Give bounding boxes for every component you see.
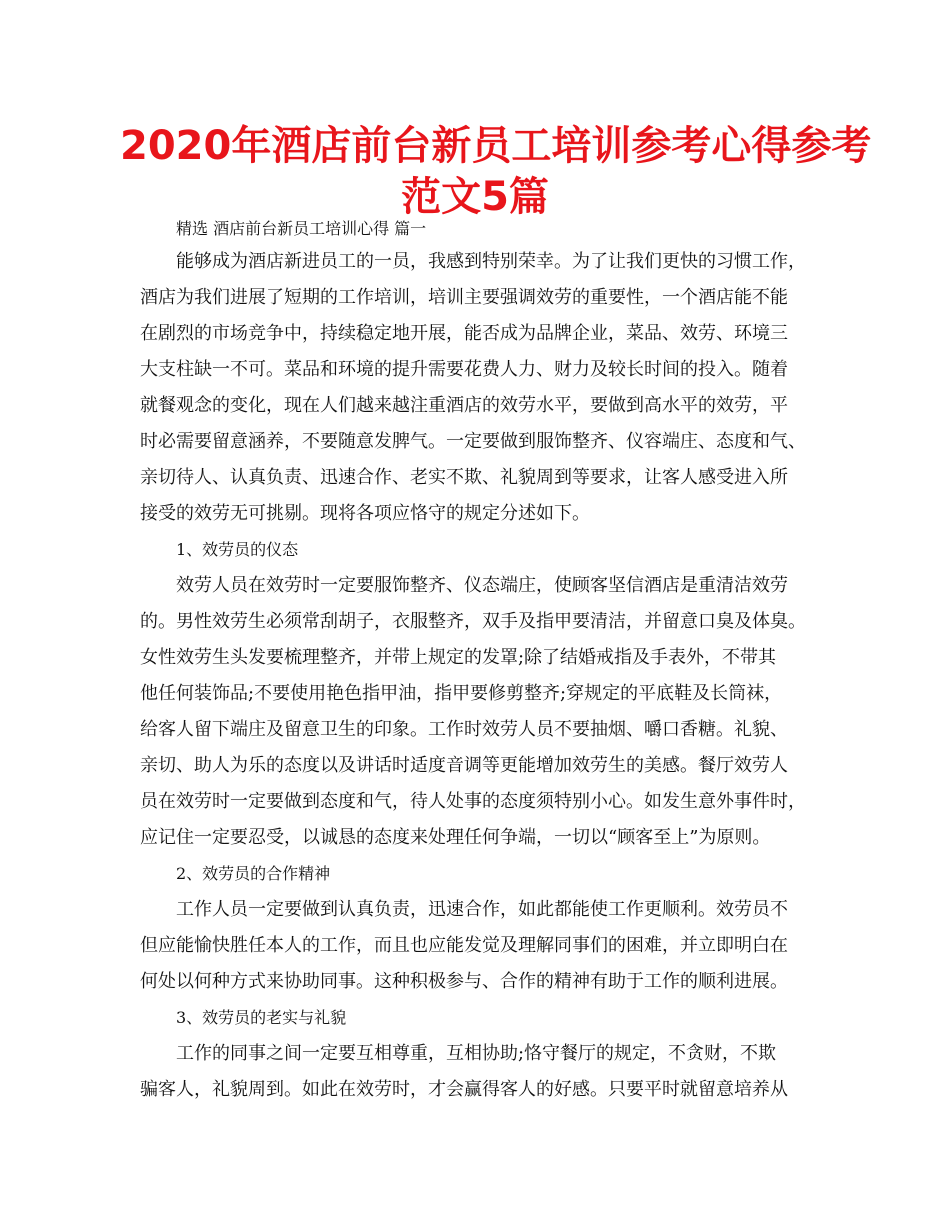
paragraph-line: 大支柱缺一不可。菜品和环境的提升需要花费人力、财力及较长时间的投入。随着 — [140, 359, 788, 380]
paragraph-line: 在剧烈的市场竞争中，持续稳定地开展，能否成为品牌企业，菜品、效劳、环境三 — [140, 323, 788, 344]
paragraph-line: 应记住一定要忍受，以诚恳的态度来处理任何争端，一切以“顾客至上”为原则。 — [140, 827, 771, 848]
paragraph-line: 但应能愉快胜任本人的工作，而且也应能发觉及理解同事们的困难，并立即明白在 — [140, 935, 788, 956]
paragraph-line: 工作人员一定要做到认真负责，迅速合作，如此都能使工作更顺利。效劳员不 — [176, 899, 788, 920]
paragraph-line: 员在效劳时一定要做到态度和气，待人处事的态度须特别小心。如发生意外事件时， — [140, 791, 806, 812]
subtitle: 精选 酒店前台新员工培训心得 篇一 — [176, 219, 427, 238]
section-heading-1: 1、效劳员的仪态 — [176, 540, 299, 559]
document-title-line-2: 范文5篇 — [401, 174, 549, 220]
document-title-line-1: 2020年酒店前台新员工培训参考心得参考 — [120, 123, 872, 169]
paragraph-line: 酒店为我们进展了短期的工作培训，培训主要强调效劳的重要性，一个酒店能不能 — [140, 287, 788, 308]
paragraph-line: 工作的同事之间一定要互相尊重，互相协助;恪守餐厅的规定，不贪财，不欺 — [176, 1043, 777, 1064]
paragraph-line: 能够成为酒店新进员工的一员，我感到特别荣幸。为了让我们更快的习惯工作， — [176, 251, 806, 272]
paragraph-line: 就餐观念的变化，现在人们越来越注重酒店的效劳水平，要做到高水平的效劳，平 — [140, 395, 788, 416]
section-heading-3: 3、效劳员的老实与礼貌 — [176, 1008, 347, 1027]
paragraph-line: 接受的效劳无可挑剔。现将各项应恪守的规定分述如下。 — [140, 503, 590, 524]
paragraph-line: 女性效劳生头发要梳理整齐，并带上规定的发罩;除了结婚戒指及手表外，不带其 — [140, 647, 777, 668]
paragraph-line: 他任何装饰品;不要使用艳色指甲油，指甲要修剪整齐;穿规定的平底鞋及长筒袜， — [140, 683, 783, 704]
paragraph-line: 亲切待人、认真负责、迅速合作、老实不欺、礼貌周到等要求，让客人感受进入所 — [140, 467, 788, 488]
paragraph-line: 的。男性效劳生必须常刮胡子，衣服整齐，双手及指甲要清洁，并留意口臭及体臭。 — [140, 611, 806, 632]
paragraph-line: 何处以何种方式来协助同事。这种积极参与、合作的精神有助于工作的顺利进展。 — [140, 971, 788, 992]
paragraph-line: 骗客人，礼貌周到。如此在效劳时，才会赢得客人的好感。只要平时就留意培养从 — [140, 1079, 788, 1100]
section-heading-2: 2、效劳员的合作精神 — [176, 864, 331, 883]
paragraph-line: 亲切、助人为乐的态度以及讲话时适度音调等更能增加效劳生的美感。餐厅效劳人 — [140, 755, 788, 776]
paragraph-line: 时必需要留意涵养，不要随意发脾气。一定要做到服饰整齐、仪容端庄、态度和气、 — [140, 431, 806, 452]
paragraph-line: 效劳人员在效劳时一定要服饰整齐、仪态端庄，使顾客坚信酒店是重清洁效劳 — [176, 575, 788, 596]
paragraph-line: 给客人留下端庄及留意卫生的印象。工作时效劳人员不要抽烟、嚼口香糖。礼貌、 — [140, 719, 788, 740]
